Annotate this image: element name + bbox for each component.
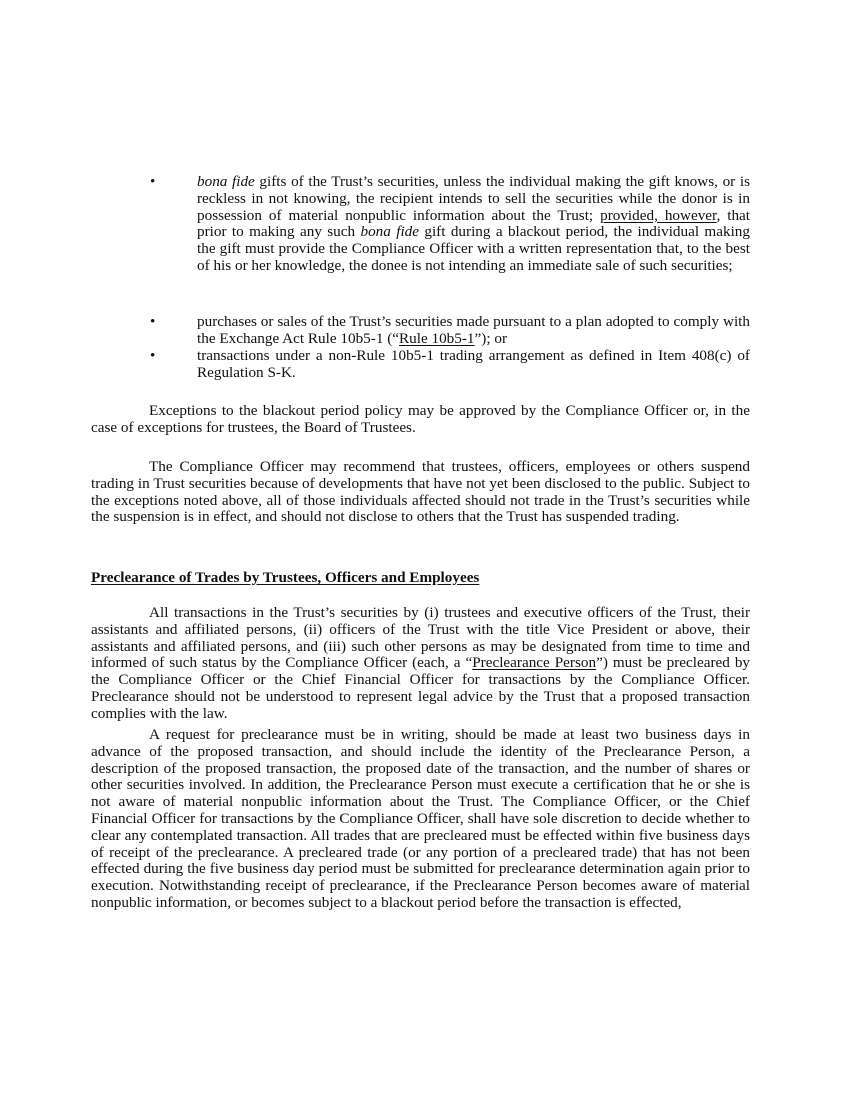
bullet-bona-fide-gifts [150, 174, 750, 275]
bullet-text [197, 314, 750, 348]
text: purchases or sales of the Trust’s securities made pursuant to a plan adopted to comply with the Exchange Act Rule 10b5-1 (“ [197, 313, 750, 347]
paragraph-exceptions: Exceptions to the blackout period policy may be approved by the Compliance Officer or, in the case of exceptions for trustees, the Board of Trustees. [91, 402, 750, 436]
paragraph-suspend-trading: The Compliance Officer may recommend that trustees, officers, employees or others suspend trading in Trust securities because of developments that have not yet been disclosed to the public. Subject to the exceptions noted above, all of those individuals affected should not trade in the Trust’s securities while the suspension is in effect, and should not disclose to others that the Trust has suspended trading. [91, 458, 750, 526]
paragraph-preclearance-request: A request for preclearance must be in writing, should be made at least two business days in advance of the proposed transaction, and should include the identity of the Preclearance Person, a description of the proposed transaction, the proposed date of the transaction, and the number of shares or other securities involved. In addition, the Preclearance Person must execute a certification that he or she is not aware of material nonpublic information about the Trust. The Compliance Officer, or the Chief Financial Officer for transactions by the Compliance Officer, shall have sole discretion to decide whether to clear any contemplated transaction. All trades that are precleared must be effected within five business days of receipt of the preclearance. A precleared trade (or any portion of a precleared trade) that has not been effected during the five business day period must be submitted for preclearance determination again prior to execution. Notwithstanding receipt of preclearance, if the Preclearance Person becomes aware of material nonpublic information, or becomes subject to a blackout period before the transaction is effected, [91, 726, 750, 911]
underlined-term: provided, however [600, 206, 717, 224]
bullet-text [197, 174, 750, 275]
italic-term: bona fide [360, 223, 419, 241]
text: , that prior to making any such [197, 206, 751, 241]
italic-term: bona fide [197, 173, 255, 190]
defined-term: Preclearance Person [472, 654, 597, 672]
bullet-icon: • [150, 313, 156, 330]
text: All transactions in the Trust’s securities by (i) trustees and executive officers of the Trust, their assistants and affiliated persons, (ii) officers of the Trust with the title Vice President or above, their assistants and affiliated persons, and (iii) such other persons as may be designated from time to time and informed of such status by the Compliance Officer (each, a “ [91, 604, 750, 672]
text: gifts of the Trust’s securities, unless the individual making the gift knows, or is reckless in not knowing, the recipient intends to sell the securities while the donor is in possession of material nonpublic information about the Trust; [197, 173, 750, 224]
section-heading: Preclearance of Trades by Trustees, Officers and Employees [91, 569, 480, 586]
defined-term: Rule 10b5-1 [399, 329, 475, 347]
text: gift during a blackout period, the individual making the gift must provide the Compliance Officer with a written representation that, to the best of his or her knowledge, the donee is not intending an immediate sale of such securities; [197, 223, 750, 274]
bullet-icon: • [150, 347, 156, 364]
text: ”); or [474, 329, 507, 347]
bullet-icon: • [150, 173, 156, 190]
paragraph-preclearance-persons [91, 605, 750, 723]
bullet-rule-10b5-1-plans [150, 314, 750, 348]
bullet-text: transactions under a non-Rule 10b5-1 trading arrangement as defined in Item 408(c) of Regulation S-K. [197, 347, 750, 381]
bullet-non-rule-arrangements [150, 348, 750, 382]
text: ”) must be precleared by the Compliance Officer or the Chief Financial Officer for transactions by the Compliance Officer. Preclearance should not be understood to represent legal advice by the Trust that a proposed transaction complies with the law. [91, 654, 751, 722]
